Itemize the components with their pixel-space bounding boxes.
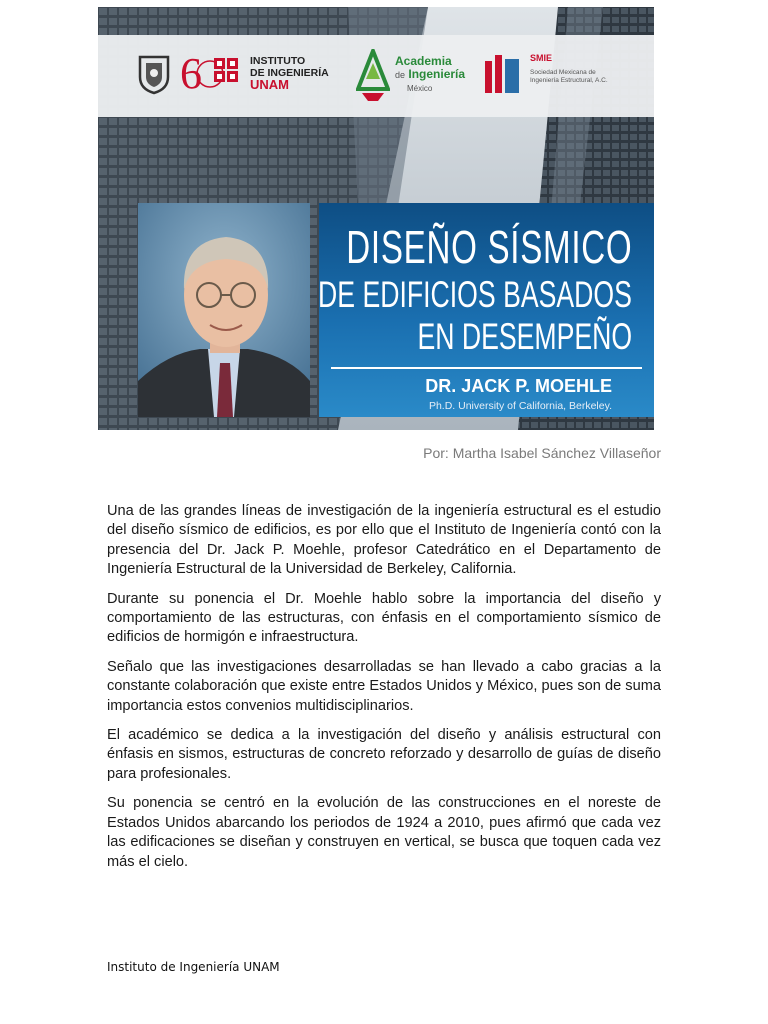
- event-banner: [98, 7, 654, 430]
- author-byline: Por: Martha Isabel Sánchez Villaseñor: [423, 445, 661, 461]
- smie-logo-mark: [485, 55, 521, 95]
- event-title-line1: DISEÑO SÍSMICO: [345, 221, 632, 273]
- event-title-line2: DE EDIFICIOS BASADOS: [318, 274, 632, 315]
- paragraph: El académico se dedica a la investigación del diseño y análisis estructural con énfasis en sismos, estructuras de concreto reforzado y desarrollo de guías de diseño para profesionales.: [107, 727, 661, 782]
- speaker-portrait: [138, 203, 310, 417]
- event-title-line3: EN DESEMPEÑO: [417, 316, 632, 357]
- instituto-logo-text: INSTITUTO DE INGENIERÍA UNAM: [250, 55, 329, 92]
- article-body: [107, 502, 661, 882]
- speaker-degree: Ph.D. University of California, Berkeley.: [428, 400, 612, 412]
- sixty-years-logo: [180, 48, 242, 98]
- unam-shield-logo: [136, 53, 172, 95]
- speaker-name: DR. JACK P. MOEHLE: [425, 376, 612, 396]
- logo-strip: [98, 35, 654, 117]
- title-divider: [331, 367, 642, 369]
- paragraph: Una de las grandes líneas de investigación de la ingeniería estructural es el estudio del diseño sísmico de edificios, es por ello que el Instituto de Ingeniería contó con la presencia del Dr. Jack P. Moehle, profesor Catedrático en el Departamento de Ingeniería Estructural de la Universidad de Berkeley, California.: [107, 503, 661, 578]
- academia-logo-text: Academia de Ingeniería México: [395, 54, 466, 93]
- event-title-panel: [319, 203, 654, 417]
- paragraph: Señalo que las investigaciones desarrolladas se han llevado a cabo gracias a la constante colaboración que existe entre Estados Unidos y México, pues son de suma importancia estos convenios multidisciplinarios.: [107, 658, 661, 714]
- svg-text:6: 6: [180, 49, 202, 98]
- page-footer: Instituto de Ingeniería UNAM: [107, 960, 280, 974]
- paragraph: Su ponencia se centró en la evolución de las construcciones en el noreste de Estados Unidos abarcando los periodos de 1924 a 2010, pues afirmó que cada vez las edificaciones se diseñan y construyen en vertical, se busca que toquen cada vez más el cielo.: [107, 795, 661, 870]
- paragraph: Durante su ponencia el Dr. Moehle hablo sobre la importancia del diseño y comportamiento de las estructuras, con énfasis en el comportamiento sísmico de edificios de hormigón e infraestructura.: [107, 590, 661, 646]
- smie-logo-text: SMIE: [530, 53, 553, 63]
- smie-logo-subtitle: Sociedad Mexicana de Ingeniería Estructural, A.C.: [530, 69, 608, 84]
- academia-logo-mark: [356, 49, 390, 103]
